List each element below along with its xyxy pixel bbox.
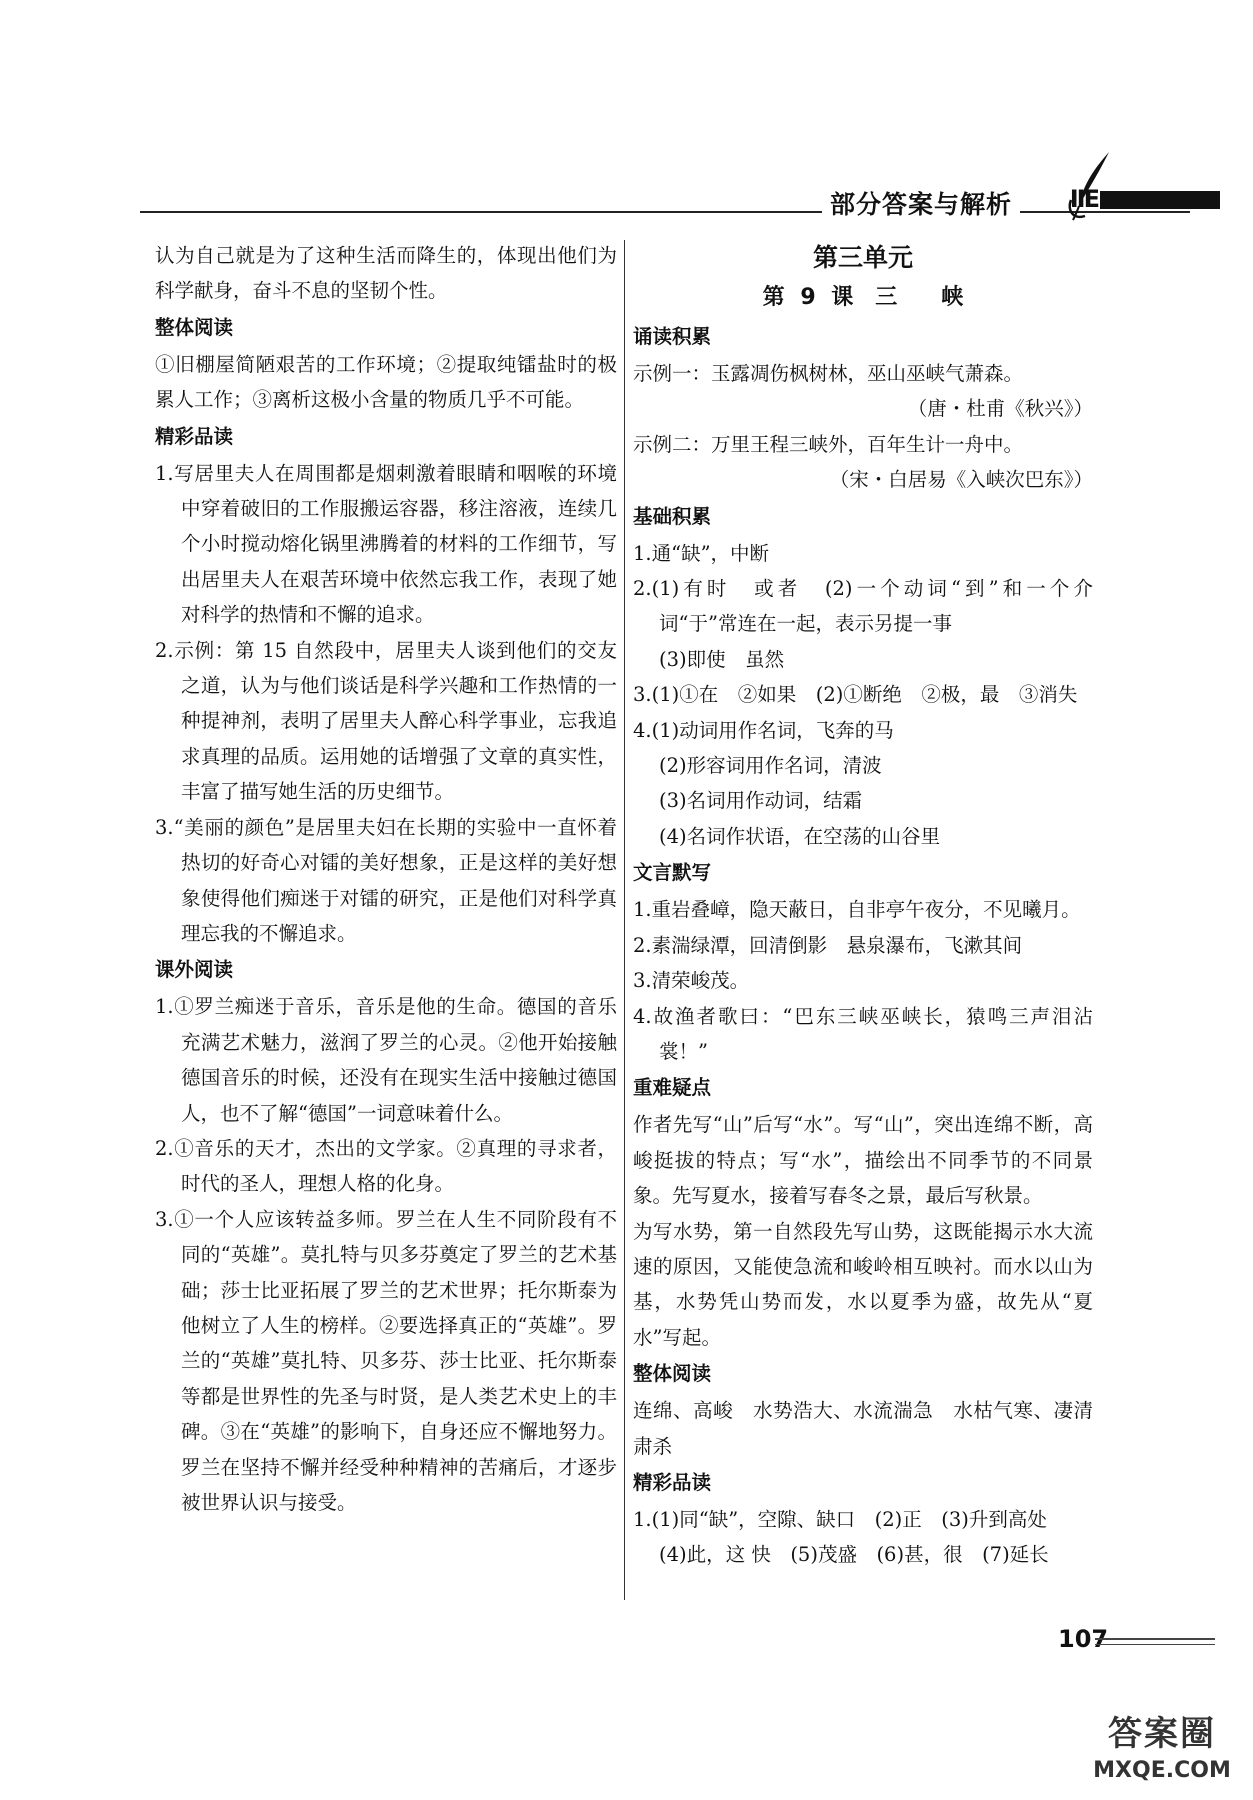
header-rule: [140, 211, 1190, 213]
paragraph: 作者先写“山”后写“水”。写“山”，突出连绵不断，高峻挺拔的特点；写“水”，描绘出不同季节的不同景象。先写夏水，接着写春冬之景，最后写秋景。: [633, 1113, 1093, 1208]
paragraph: 示例二：万里王程三峡外，百年生计一舟中。: [633, 432, 1024, 456]
answer-subitem: (4)此，这 快 (5)茂盛 (6)甚，很 (7)延长: [659, 1543, 1049, 1567]
header-bar-text: IIE: [1069, 185, 1098, 213]
answer-item: 2.(1)有时 或者 (2)一个动词“到”和一个介词“于”常连在一起，表示另提一事: [633, 577, 1093, 636]
answer-item: 3.①一个人应该转益多师。罗兰在人生不同阶段有不同的“英雄”。莫扎特与贝多芬奠定了罗兰的艺术基础；莎士比亚拓展了罗兰的艺术世界；托尔斯泰为他树立了人生的榜样。②要选择真正的“英雄”。罗兰的“英雄”莫扎特、贝多芬、莎士比亚、托尔斯泰等都是世界性的先圣与时贤，是人类艺术史上的丰碑。③在“英雄”的影响下，自身还应不懈地努力。罗兰在坚持不懈并经受种种精神的苦痛后，才逐步被世界认识与接受。: [155, 1207, 617, 1514]
right-column: [633, 238, 1093, 1573]
section-heading: 课外阅读: [155, 958, 234, 982]
section-heading: 重难疑点: [633, 1076, 712, 1100]
section-heading: 整体阅读: [155, 315, 234, 339]
watermark-name: 答案圈: [1108, 1714, 1216, 1754]
answer-item: 2.示例：第 15 自然段中，居里夫人谈到他们的交友之道，认为与他们谈话是科学兴趣和工作热情的一种提神剂，表明了居里夫人醉心科学事业，忘我追求真理的品质。运用她的话增强了文章的真实性，丰富了描写她生活的历史细节。: [155, 638, 617, 804]
lesson-title: 第 9 课 三 峡: [762, 285, 964, 310]
watermark: [1082, 1712, 1242, 1794]
left-column: [155, 238, 617, 1520]
page-number-decoration: [1095, 1638, 1215, 1645]
citation: （宋・白居易《入峡次巴东》）: [829, 468, 1093, 492]
chapter-title: 第三单元: [812, 243, 913, 272]
paragraph: 4.(1)动词用作名词，飞奔的马: [633, 718, 894, 742]
answer-subitem: (2)形容词用作名词，清波: [659, 754, 882, 778]
answer-subitem: (4)名词作状语，在空荡的山谷里: [659, 824, 941, 848]
answer-item: 4.故渔者歌曰：“巴东三峡巫峡长，猿鸣三声泪沾裳！”: [633, 1004, 1093, 1063]
paragraph: 连绵、高峻 水势浩大、水流湍急 水枯气寒、凄清肃杀: [633, 1399, 1093, 1458]
column-divider: [624, 240, 625, 1600]
watermark-url: MXQE.COM: [1093, 1758, 1231, 1783]
section-heading: 诵读积累: [633, 325, 712, 348]
section-heading: 精彩品读: [633, 1470, 712, 1494]
answer-item: 3.“美丽的颜色”是居里夫妇在长期的实验中一直怀着热切的好奇心对镭的美好想象，正是这样的美好想象使得他们痴迷于对镭的研究，正是他们对科学真理忘我的不懈追求。: [155, 815, 617, 945]
section-heading: 整体阅读: [633, 1362, 712, 1386]
paragraph: 2.素湍绿潭，回清倒影 悬泉瀑布，飞漱其间: [633, 933, 1023, 957]
answer-item: 1.(1)同“缺”，空隙、缺口 (2)正 (3)升到高处: [633, 1507, 1047, 1531]
quill-pen-icon: [1065, 150, 1121, 222]
header-title: 部分答案与解析: [822, 185, 1020, 221]
paragraph: ①旧棚屋简陋艰苦的工作环境；②提取纯镭盐时的极累人工作；③离析这极小含量的物质几乎不可能。: [155, 352, 617, 412]
answer-subitem: (3)即使 虽然: [659, 647, 785, 671]
paragraph: 1.重岩叠嶂，隐天蔽日，自非亭午夜分，不见曦月。: [633, 898, 1081, 922]
section-heading: 精彩品读: [155, 424, 234, 448]
paragraph: 3.清荣峻茂。: [633, 969, 750, 993]
paragraph: 为写水势，第一自然段先写山势，这既能揭示水大流速的原因，又能使急流和峻岭相互映衬。而水以山为基，水势凭山势而发，水以夏季为盛，故先从“夏水”写起。: [633, 1219, 1093, 1349]
answer-subitem: (3)名词用作动词，结霜: [659, 789, 863, 813]
page-number: 107: [1058, 1625, 1109, 1653]
answer-item: 1.①罗兰痴迷于音乐，音乐是他的生命。德国的音乐充满艺术魅力，滋润了罗兰的心灵。②他开始接触德国音乐的时候，还没有在现实生活中接触过德国人，也不了解“德国”一词意味着什么。: [155, 995, 617, 1125]
answer-item: 3.(1)①在 ②如果 (2)①断绝 ②极，最 ③消失: [633, 683, 1078, 707]
section-heading: 文言默写: [633, 861, 712, 885]
answer-item: 2.①音乐的天才，杰出的文学家。②真理的寻求者，时代的圣人，理想人格的化身。: [155, 1136, 617, 1196]
paragraph: 示例一：玉露凋伤枫树林，巫山巫峡气萧森。: [633, 362, 1024, 385]
paragraph: 1.通“缺”，中断: [633, 541, 770, 565]
citation: （唐・杜甫《秋兴》）: [907, 397, 1093, 421]
section-heading: 基础积累: [633, 504, 712, 528]
answer-item: 1.写居里夫人在周围都是烟刺激着眼睛和咽喉的环境中穿着破旧的工作服搬运容器，移注溶液，连续几个小时搅动熔化锅里沸腾着的材料的工作细节，写出居里夫人在艰苦环境中依然忘我工作，表现了她对科学的热情和不懈的追求。: [155, 461, 617, 627]
page-header: [140, 185, 1220, 219]
paragraph: 认为自己就是为了这种生活而降生的，体现出他们为科学献身，奋斗不息的坚韧个性。: [155, 244, 617, 303]
